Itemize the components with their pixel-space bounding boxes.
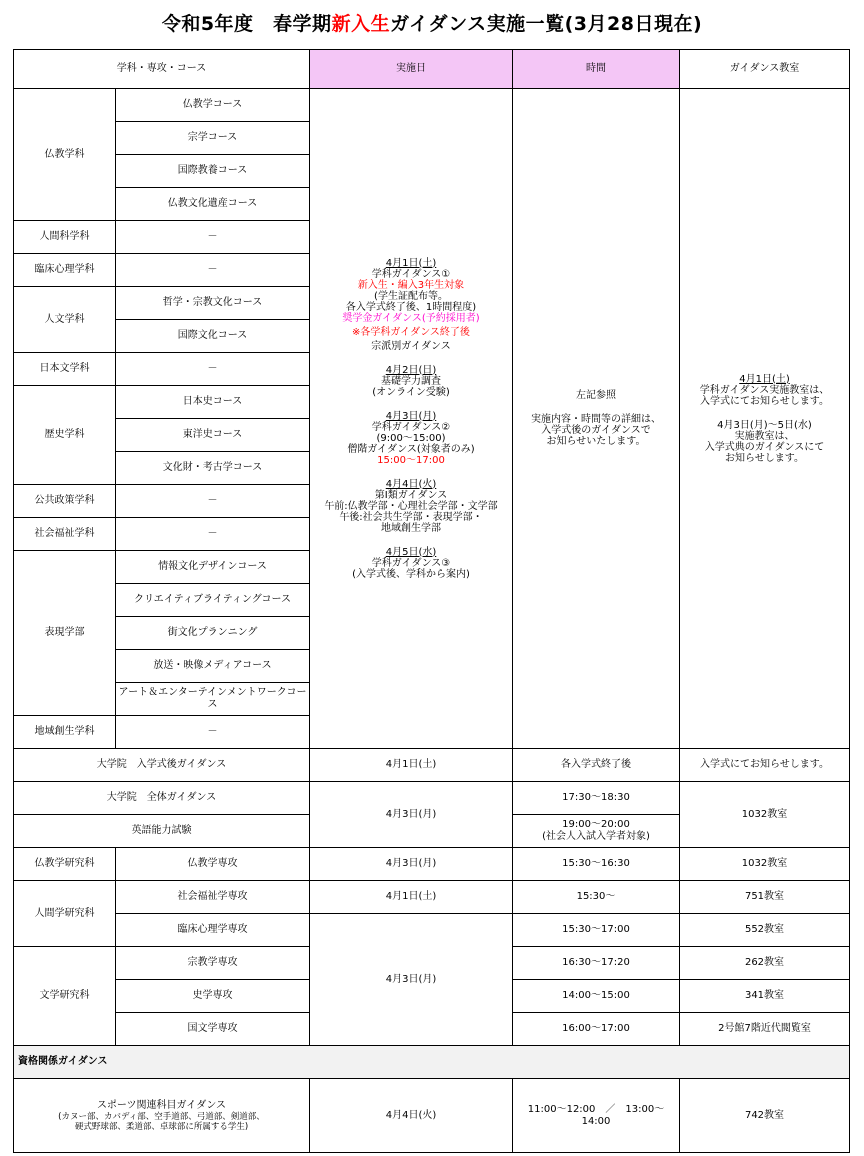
room-cell: 751教室 [680, 881, 850, 914]
course-cell: － [116, 485, 310, 518]
time-cell: 16:00～17:00 [513, 1013, 680, 1046]
dept-cell: 人間科学科 [14, 221, 116, 254]
time-cell: 16:30～17:20 [513, 947, 680, 980]
grad-label-cell: 英語能力試験 [14, 815, 310, 848]
course-cell: － [116, 716, 310, 749]
date-cell: 4月1日(土) [310, 881, 513, 914]
title-highlight: 新入生 [331, 13, 391, 35]
dept-cell: 仏教学研究科 [14, 848, 116, 881]
course-cell: － [116, 518, 310, 551]
page-title: 令和5年度 春学期新入生ガイダンス実施一覧(3月28日現在) [161, 13, 703, 35]
dept-cell: 地域創生学科 [14, 716, 116, 749]
room-cell: 1032教室 [680, 848, 850, 881]
table-row [14, 881, 850, 914]
table-row [14, 89, 850, 122]
time-cell: 15:30～ [513, 881, 680, 914]
dept-cell: 日本文学科 [14, 353, 116, 386]
course-cell: 宗学コース [116, 122, 310, 155]
dept-cell: 社会福祉学科 [14, 518, 116, 551]
room-cell: 262教室 [680, 947, 850, 980]
dept-cell: 歴史学科 [14, 386, 116, 485]
course-cell: 街文化プランニング [116, 617, 310, 650]
room-cell: 入学式にてお知らせします。 [680, 749, 850, 782]
dept-cell: 人間学研究科 [14, 881, 116, 947]
course-cell: 仏教文化遺産コース [116, 188, 310, 221]
table-row [14, 1079, 850, 1153]
course-cell: 日本史コース [116, 386, 310, 419]
date-cell: 4月3日(月) [310, 782, 513, 848]
room-cell: 552教室 [680, 914, 850, 947]
undergrad-time-cell: 左記参照 実施内容・時間等の詳細は、 入学式後のガイダンスで お知らせいたします。 [513, 89, 680, 749]
header-date: 実施日 [310, 50, 513, 89]
course-cell: － [116, 254, 310, 287]
course-cell: － [116, 353, 310, 386]
grad-label-cell: 大学院 入学式後ガイダンス [14, 749, 310, 782]
course-cell: 史学専攻 [116, 980, 310, 1013]
dept-cell: 表現学部 [14, 551, 116, 716]
date-cell: 4月3日(月) [310, 848, 513, 881]
course-cell: クリエイティブライティングコース [116, 584, 310, 617]
table-row [14, 848, 850, 881]
time-cell: 19:00～20:00 (社会人入試入学者対象) [513, 815, 680, 848]
guidance-table [13, 49, 850, 1153]
time-cell: 17:30～18:30 [513, 782, 680, 815]
course-cell: 国際教養コース [116, 155, 310, 188]
table-row [14, 782, 850, 815]
course-cell: 国文学専攻 [116, 1013, 310, 1046]
header-program: 学科・専攻・コース [14, 50, 310, 89]
course-cell: 社会福祉学専攻 [116, 881, 310, 914]
grad-label-cell: 大学院 全体ガイダンス [14, 782, 310, 815]
date-cell: 4月1日(土) [310, 749, 513, 782]
course-cell: 哲学・宗教文化コース [116, 287, 310, 320]
header-time: 時間 [513, 50, 680, 89]
room-cell: 1032教室 [680, 782, 850, 848]
header-room: ガイダンス教室 [680, 50, 850, 89]
dept-cell: 臨床心理学科 [14, 254, 116, 287]
course-cell: 宗教学専攻 [116, 947, 310, 980]
course-cell: 放送・映像メディアコース [116, 650, 310, 683]
course-cell: 情報文化デザインコース [116, 551, 310, 584]
sports-guidance-cell: スポーツ関連科目ガイダンス (カヌー部、カバディ部、空手道部、弓道部、剣道部、 硬式野球部、柔道部、卓球部に所属する学生) [14, 1079, 310, 1153]
course-cell: アート＆エンターテインメントワークコース [116, 683, 310, 716]
dept-cell: 人文学科 [14, 287, 116, 353]
section-row [14, 1046, 850, 1079]
table-row [14, 914, 850, 947]
course-cell: 東洋史コース [116, 419, 310, 452]
course-cell: 国際文化コース [116, 320, 310, 353]
room-cell: 341教室 [680, 980, 850, 1013]
room-cell: 742教室 [680, 1079, 850, 1153]
date-cell: 4月4日(火) [310, 1079, 513, 1153]
undergrad-room-cell: 4月1日(土) 学科ガイダンス実施教室は、 入学式にてお知らせします。 4月3日(月)～5日(水) 実施教室は、 入学式典のガイダンスにて お知らせします。 [680, 89, 850, 749]
header-row [14, 50, 850, 89]
time-cell: 15:30～17:00 [513, 914, 680, 947]
time-cell: 11:00～12:00 ／ 13:00～14:00 [513, 1079, 680, 1153]
dept-cell: 公共政策学科 [14, 485, 116, 518]
qualification-section-title: 資格関係ガイダンス [14, 1046, 850, 1079]
time-cell: 各入学式終了後 [513, 749, 680, 782]
table-row [14, 749, 850, 782]
course-cell: 仏教学コース [116, 89, 310, 122]
dept-cell: 仏教学科 [14, 89, 116, 221]
time-cell: 14:00～15:00 [513, 980, 680, 1013]
date-cell: 4月3日(月) [310, 914, 513, 1046]
dept-cell: 文学研究科 [14, 947, 116, 1046]
undergrad-dates-cell: 4月1日(土) 学科ガイダンス① 新入生・編入3年生対象 (学生証配布等。 各入学式終了後、1時間程度) 奨学金ガイダンス(予約採用者) ※各学科ガイダンス終了後 宗派別ガイダンス 4月2日(日) 基礎学力調査 (オンライン受験) 4月3日(月) 学科ガイダンス② (9:00～15:00) 僧階ガイダンス(対象者のみ) 15:00～17:00 4月4日(火) 第Ⅰ類ガイダンス 午前:仏教学部・心理社会学部・文学部 午後:社会共生学部・表現学部・ 地域創生学部 4月5日(水) 学科ガイダンス③ (入学式後、学科から案内) [310, 89, 513, 749]
course-cell: 文化財・考古学コース [116, 452, 310, 485]
course-cell: 臨床心理学専攻 [116, 914, 310, 947]
course-cell: － [116, 221, 310, 254]
course-cell: 仏教学専攻 [116, 848, 310, 881]
room-cell: 2号館7階近代閲覧室 [680, 1013, 850, 1046]
time-cell: 15:30～16:30 [513, 848, 680, 881]
